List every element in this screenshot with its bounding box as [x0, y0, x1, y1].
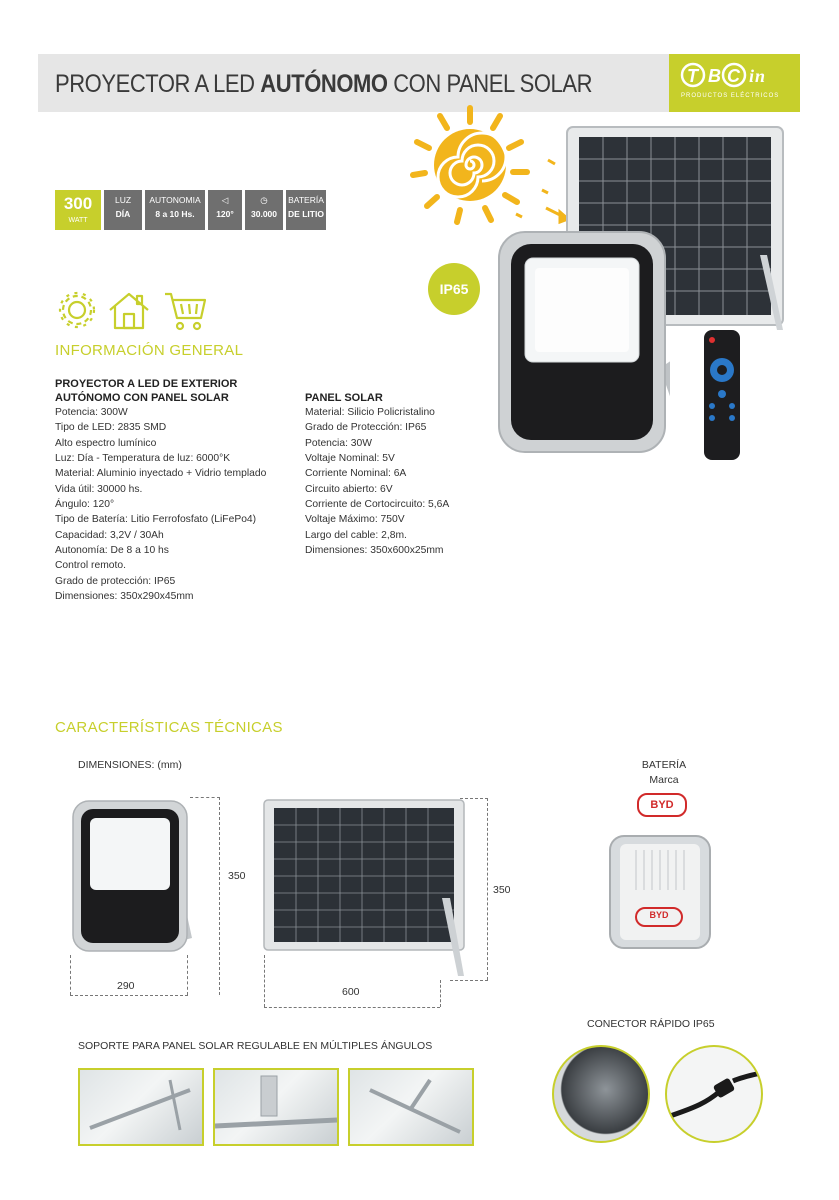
panel-height-tick-top — [460, 798, 488, 799]
panel-width-value: 600 — [342, 986, 360, 998]
badge-battery: BATERÍA DE LITIO — [286, 190, 326, 230]
brand-logo — [669, 54, 800, 112]
projector-spec-item: Tipo de Batería: Litio Ferrofosfato (LiFePo4) — [55, 514, 257, 526]
projector-spec-item: Tipo de LED: 2835 SMD — [55, 422, 167, 434]
projector-spec-item: Vida útil: 30000 hs. — [55, 483, 143, 495]
cable-icon — [667, 1047, 761, 1141]
badge-lifetime: ◷ 30.000 — [245, 190, 283, 230]
support-photo-1 — [78, 1068, 204, 1146]
support-bracket-2 — [215, 1070, 337, 1144]
dimensions-label: DIMENSIONES: (mm) — [78, 759, 182, 771]
projector-spec-item: Material: Aluminio inyectado + Vidrio templado — [55, 468, 267, 480]
page-title: PROYECTOR A LED AUTÓNOMO CON PANEL SOLAR — [55, 70, 593, 98]
projector-width-tick-left — [70, 955, 71, 995]
panel-spec-item: Material: Silicio Policristalino — [305, 407, 435, 418]
support-photo-3 — [348, 1068, 474, 1146]
panel-spec-item: Voltaje Máximo: 750V — [305, 514, 405, 526]
connector-label: CONECTOR RÁPIDO IP65 — [587, 1018, 715, 1030]
panel-width-tick-right — [440, 980, 441, 1007]
projector-spec-item: Alto espectro lumínico — [55, 437, 157, 449]
badge-power: 300 WATT — [55, 190, 101, 230]
badge-light: LUZ DÍA — [104, 190, 142, 230]
panel-spec-item: Corriente de Cortocircuito: 5,6A — [305, 499, 450, 511]
projector-spec-item: Luz: Día - Temperatura de luz: 6000°K — [55, 453, 231, 465]
support-bracket-3 — [350, 1070, 472, 1144]
technical-heading: CARACTERÍSTICAS TÉCNICAS — [55, 719, 283, 736]
panel-height-value: 350 — [493, 884, 511, 896]
battery-title: BATERÍA — [641, 759, 687, 771]
projector-height-line — [219, 797, 220, 995]
projector-width-value: 290 — [117, 980, 135, 992]
panel-spec-item: Dimensiones: 350x600x25mm — [305, 545, 444, 557]
support-photo-2 — [213, 1068, 339, 1146]
projector-spec-item: Capacidad: 3,2V / 30Ah — [55, 529, 164, 541]
panel-height-line — [487, 798, 488, 980]
projector-width-line — [70, 995, 188, 996]
svg-text:in: in — [749, 66, 767, 86]
projector-spec-item: Control remoto. — [55, 560, 126, 572]
ip65-badge: IP65 — [428, 263, 480, 315]
projector-height-tick-top — [190, 797, 220, 798]
panel-specs-title: PANEL SOLAR — [305, 392, 383, 404]
battery-subtitle: Marca — [649, 774, 679, 786]
svg-text:T: T — [687, 66, 699, 86]
cart-icon — [163, 288, 207, 332]
panel-spec-item: Voltaje Nominal: 5V — [305, 453, 395, 465]
logo-mark — [679, 60, 791, 90]
logo-tagline: PRODUCTOS ELÉCTRICOS — [681, 93, 780, 99]
panel-height-tick-bottom — [450, 980, 488, 981]
projector-image — [495, 228, 670, 458]
svg-text:B: B — [708, 66, 722, 86]
projector-spec-item: Potencia: 300W — [55, 407, 128, 418]
projector-width-tick-right — [187, 955, 188, 995]
panel-dimension-image — [262, 798, 472, 983]
logo-name — [679, 60, 791, 97]
badge-autonomy: AUTONOMIA 8 a 10 Hs. — [145, 190, 205, 230]
panel-spec-item: Potencia: 30W — [305, 437, 372, 449]
panel-spec-item: Grado de Protección: IP65 — [305, 422, 427, 434]
projector-spec-item: Autonomía: De 8 a 10 hs — [55, 545, 169, 557]
projector-spec-item: Ángulo: 120° — [55, 499, 115, 511]
general-info-heading: INFORMACIÓN GENERAL — [55, 342, 244, 359]
angle-icon: ◁ — [221, 195, 229, 205]
projector-dimension-image — [70, 798, 215, 958]
projector-spec-item: Grado de protección: IP65 — [55, 575, 176, 587]
panel-width-tick-left — [264, 955, 265, 1007]
support-bracket-1 — [80, 1070, 202, 1144]
byd-logo: BYD — [637, 793, 687, 817]
remote-control-image — [702, 328, 744, 463]
panel-spec-item: Largo del cable: 2,8m. — [305, 529, 407, 541]
panel-spec-item: Corriente Nominal: 6A — [305, 468, 407, 480]
badge-angle: ◁ 120° — [208, 190, 242, 230]
projector-height-value: 350 — [228, 870, 246, 882]
projector-specs-list — [55, 405, 266, 604]
gear-icon — [55, 288, 99, 332]
battery-brand-on-device: BYD — [649, 910, 669, 920]
support-label: SOPORTE PARA PANEL SOLAR REGULABLE EN MÚLTIPLES ÁNGULOS — [78, 1040, 433, 1052]
panel-spec-item: Circuito abierto: 6V — [305, 483, 393, 495]
clock-icon: ◷ — [260, 195, 268, 205]
svg-text:C: C — [727, 66, 741, 86]
projector-spec-item: Dimensiones: 350x290x45mm — [55, 591, 194, 603]
house-icon — [107, 288, 151, 332]
connector-photo-2 — [665, 1045, 763, 1143]
projector-specs-title: PROYECTOR A LED DE EXTERIOR AUTÓNOMO CON PANEL SOLAR — [55, 378, 238, 404]
panel-specs-list — [305, 405, 449, 558]
panel-width-line — [264, 1007, 440, 1008]
connector-photo-1 — [552, 1045, 650, 1143]
battery-image — [606, 832, 714, 952]
